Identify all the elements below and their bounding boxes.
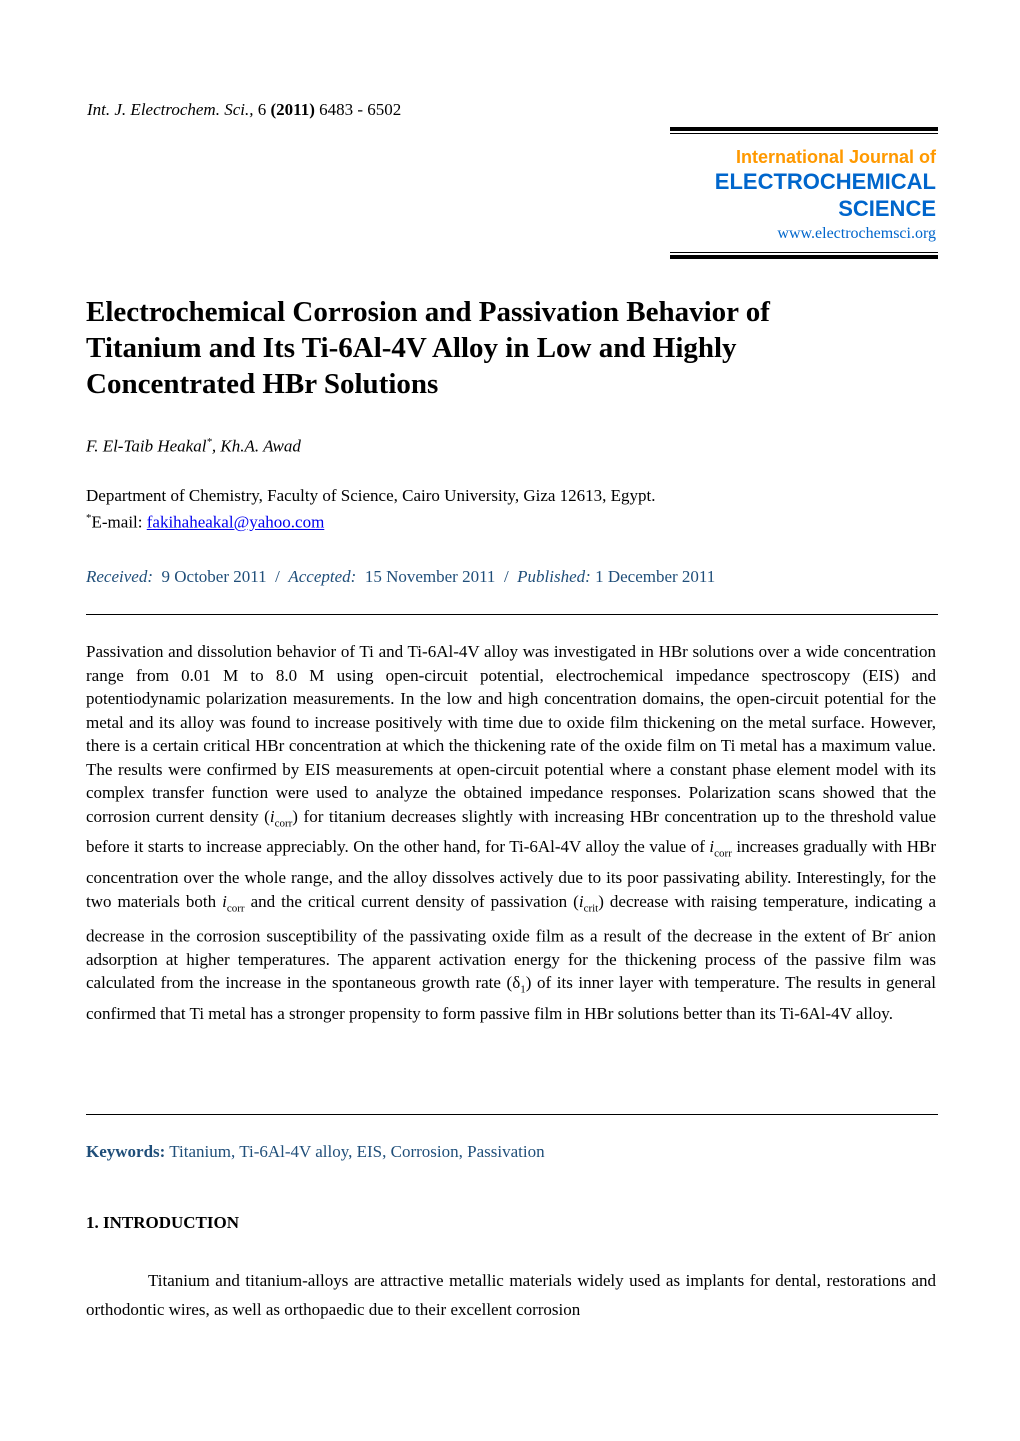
journal-name-line3: SCIENCE (838, 196, 936, 221)
abstract-rule-top (86, 614, 938, 615)
abstract-text-4: and the critical current density of passivation ( (244, 891, 579, 911)
received-label: Received: (86, 567, 153, 586)
published-label: Published: (517, 567, 591, 586)
abstract-text-1: Passivation and dissolution behavior of Ti and Ti-6Al-4V alloy was investigated in HBr solutions over a wide concentration range from 0.01 M to 8.0 M using open-circuit potential, electrochemical impedance spectroscopy (EIS) and potentiodynamic polarization measurements. In the low and high concentration domains, the open-circuit potential for the metal and its alloy was found to increase positively with time due to oxide film thickening on the metal surface. However, there is a certain critical HBr concentration at which the thickening rate of the oxide film on Ti metal has a maximum value. The results were confirmed by EIS measurements at open-circuit potential where a constant phase element model with its complex transfer function were used to analyze the obtained impedance responses. Polarization scans showed that the corrosion current density ( (86, 642, 936, 826)
masthead-rule-bottom-thin (670, 252, 938, 253)
author-2: , Kh.A. Awad (211, 436, 301, 456)
intro-paragraph: Titanium and titanium-alloys are attractive metallic materials widely used as implants for dental, restorations and orthodontic wires, as well as orthopaedic due to their excellent corrosion (86, 1271, 936, 1319)
subscript-corr-2: corr (714, 847, 732, 860)
abstract-rule-bottom (86, 1114, 938, 1115)
keywords-list: Titanium, Ti-6Al-4V alloy, EIS, Corrosion, Passivation (165, 1142, 545, 1161)
masthead-rule-bottom-thick (670, 255, 938, 259)
masthead-rule-top-thin (670, 133, 938, 134)
email-mark: * (86, 512, 92, 524)
citation (87, 100, 401, 120)
authors (86, 436, 301, 457)
subscript-one: 1 (520, 983, 526, 996)
symbol-i-2: i (709, 837, 715, 857)
journal-name-line2: ELECTROCHEMICAL (714, 169, 936, 194)
paper-title (86, 294, 866, 402)
received-date: 9 October 2011 (161, 567, 267, 586)
subscript-crit: crit (583, 902, 599, 915)
publication-dates (86, 567, 715, 587)
superscript-minus: - (888, 925, 893, 938)
citation-journal: Int. J. Electrochem. Sci., (87, 100, 254, 119)
author-1: F. El-Taib Heakal (86, 436, 207, 456)
accepted-date: 15 November 2011 (364, 567, 496, 586)
affiliation-block (86, 485, 656, 534)
title-line-1: Electrochemical Corrosion and Passivation Behavior of (86, 296, 770, 328)
subscript-corr-3: corr (226, 902, 245, 915)
published-date: 1 December 2011 (595, 567, 716, 586)
abstract-text-5: ) decrease with raising temperature, indicating a decrease in the corrosion susceptibility of the passivating oxide film as a result of the decrease in the extent of Br (86, 891, 937, 946)
symbol-i-4: i (578, 891, 584, 911)
email-link[interactable]: fakihaheakal@yahoo.com (146, 512, 325, 532)
title-line-3: Concentrated HBr Solutions (86, 368, 439, 400)
citation-pages: 6483 - 6502 (319, 100, 402, 119)
title-line-2: Titanium and Its Ti-6Al-4V Alloy in Low and Highly (86, 332, 737, 364)
keywords-label: Keywords: (86, 1142, 166, 1161)
email-label: E-mail: (91, 512, 147, 532)
symbol-i-1: i (269, 806, 275, 826)
citation-year: (2011) (270, 100, 315, 119)
date-separator-2: / (503, 567, 509, 586)
section-heading: 1. INTRODUCTION (86, 1213, 240, 1232)
subscript-corr-1: corr (274, 816, 293, 829)
abstract (86, 640, 936, 1026)
journal-masthead (715, 146, 936, 245)
corresponding-mark: * (206, 436, 212, 448)
abstract-text-3: increases gradually with HBr concentration over the whole range, and the alloy dissolves actively due to its poor passivating ability. Interestingly, for the two materials both (86, 837, 936, 911)
keywords (86, 1142, 545, 1162)
abstract-text-6: anion adsorption at higher temperatures. The apparent activation energy for the thickening process of the passive film was calculated from the increase in the spontaneous growth rate (δ (86, 926, 936, 993)
affiliation: Department of Chemistry, Faculty of Science, Cairo University, Giza 12613, Egypt. (86, 486, 656, 505)
date-separator-1: / (275, 567, 280, 586)
journal-name-line1: International Journal of (735, 147, 936, 167)
abstract-text-2: ) for titanium decreases slightly with increasing HBr concentration up to the threshold value before it starts to increase appreciably. On the other hand, for Ti-6Al-4V alloy the value of (86, 806, 936, 857)
masthead-rule-top-thick (670, 127, 938, 131)
symbol-i-3: i (222, 891, 227, 911)
accepted-label: Accepted: (288, 567, 357, 586)
abstract-text-7: ) of its inner layer with temperature. The results in general confirmed that Ti metal has a stronger propensity to form passive film in HBr solutions better than its Ti-6Al-4V alloy. (86, 973, 936, 1024)
citation-volume: 6 (257, 100, 267, 119)
journal-url-link[interactable]: www.electrochemsci.org (777, 225, 936, 242)
email-line (86, 507, 656, 534)
